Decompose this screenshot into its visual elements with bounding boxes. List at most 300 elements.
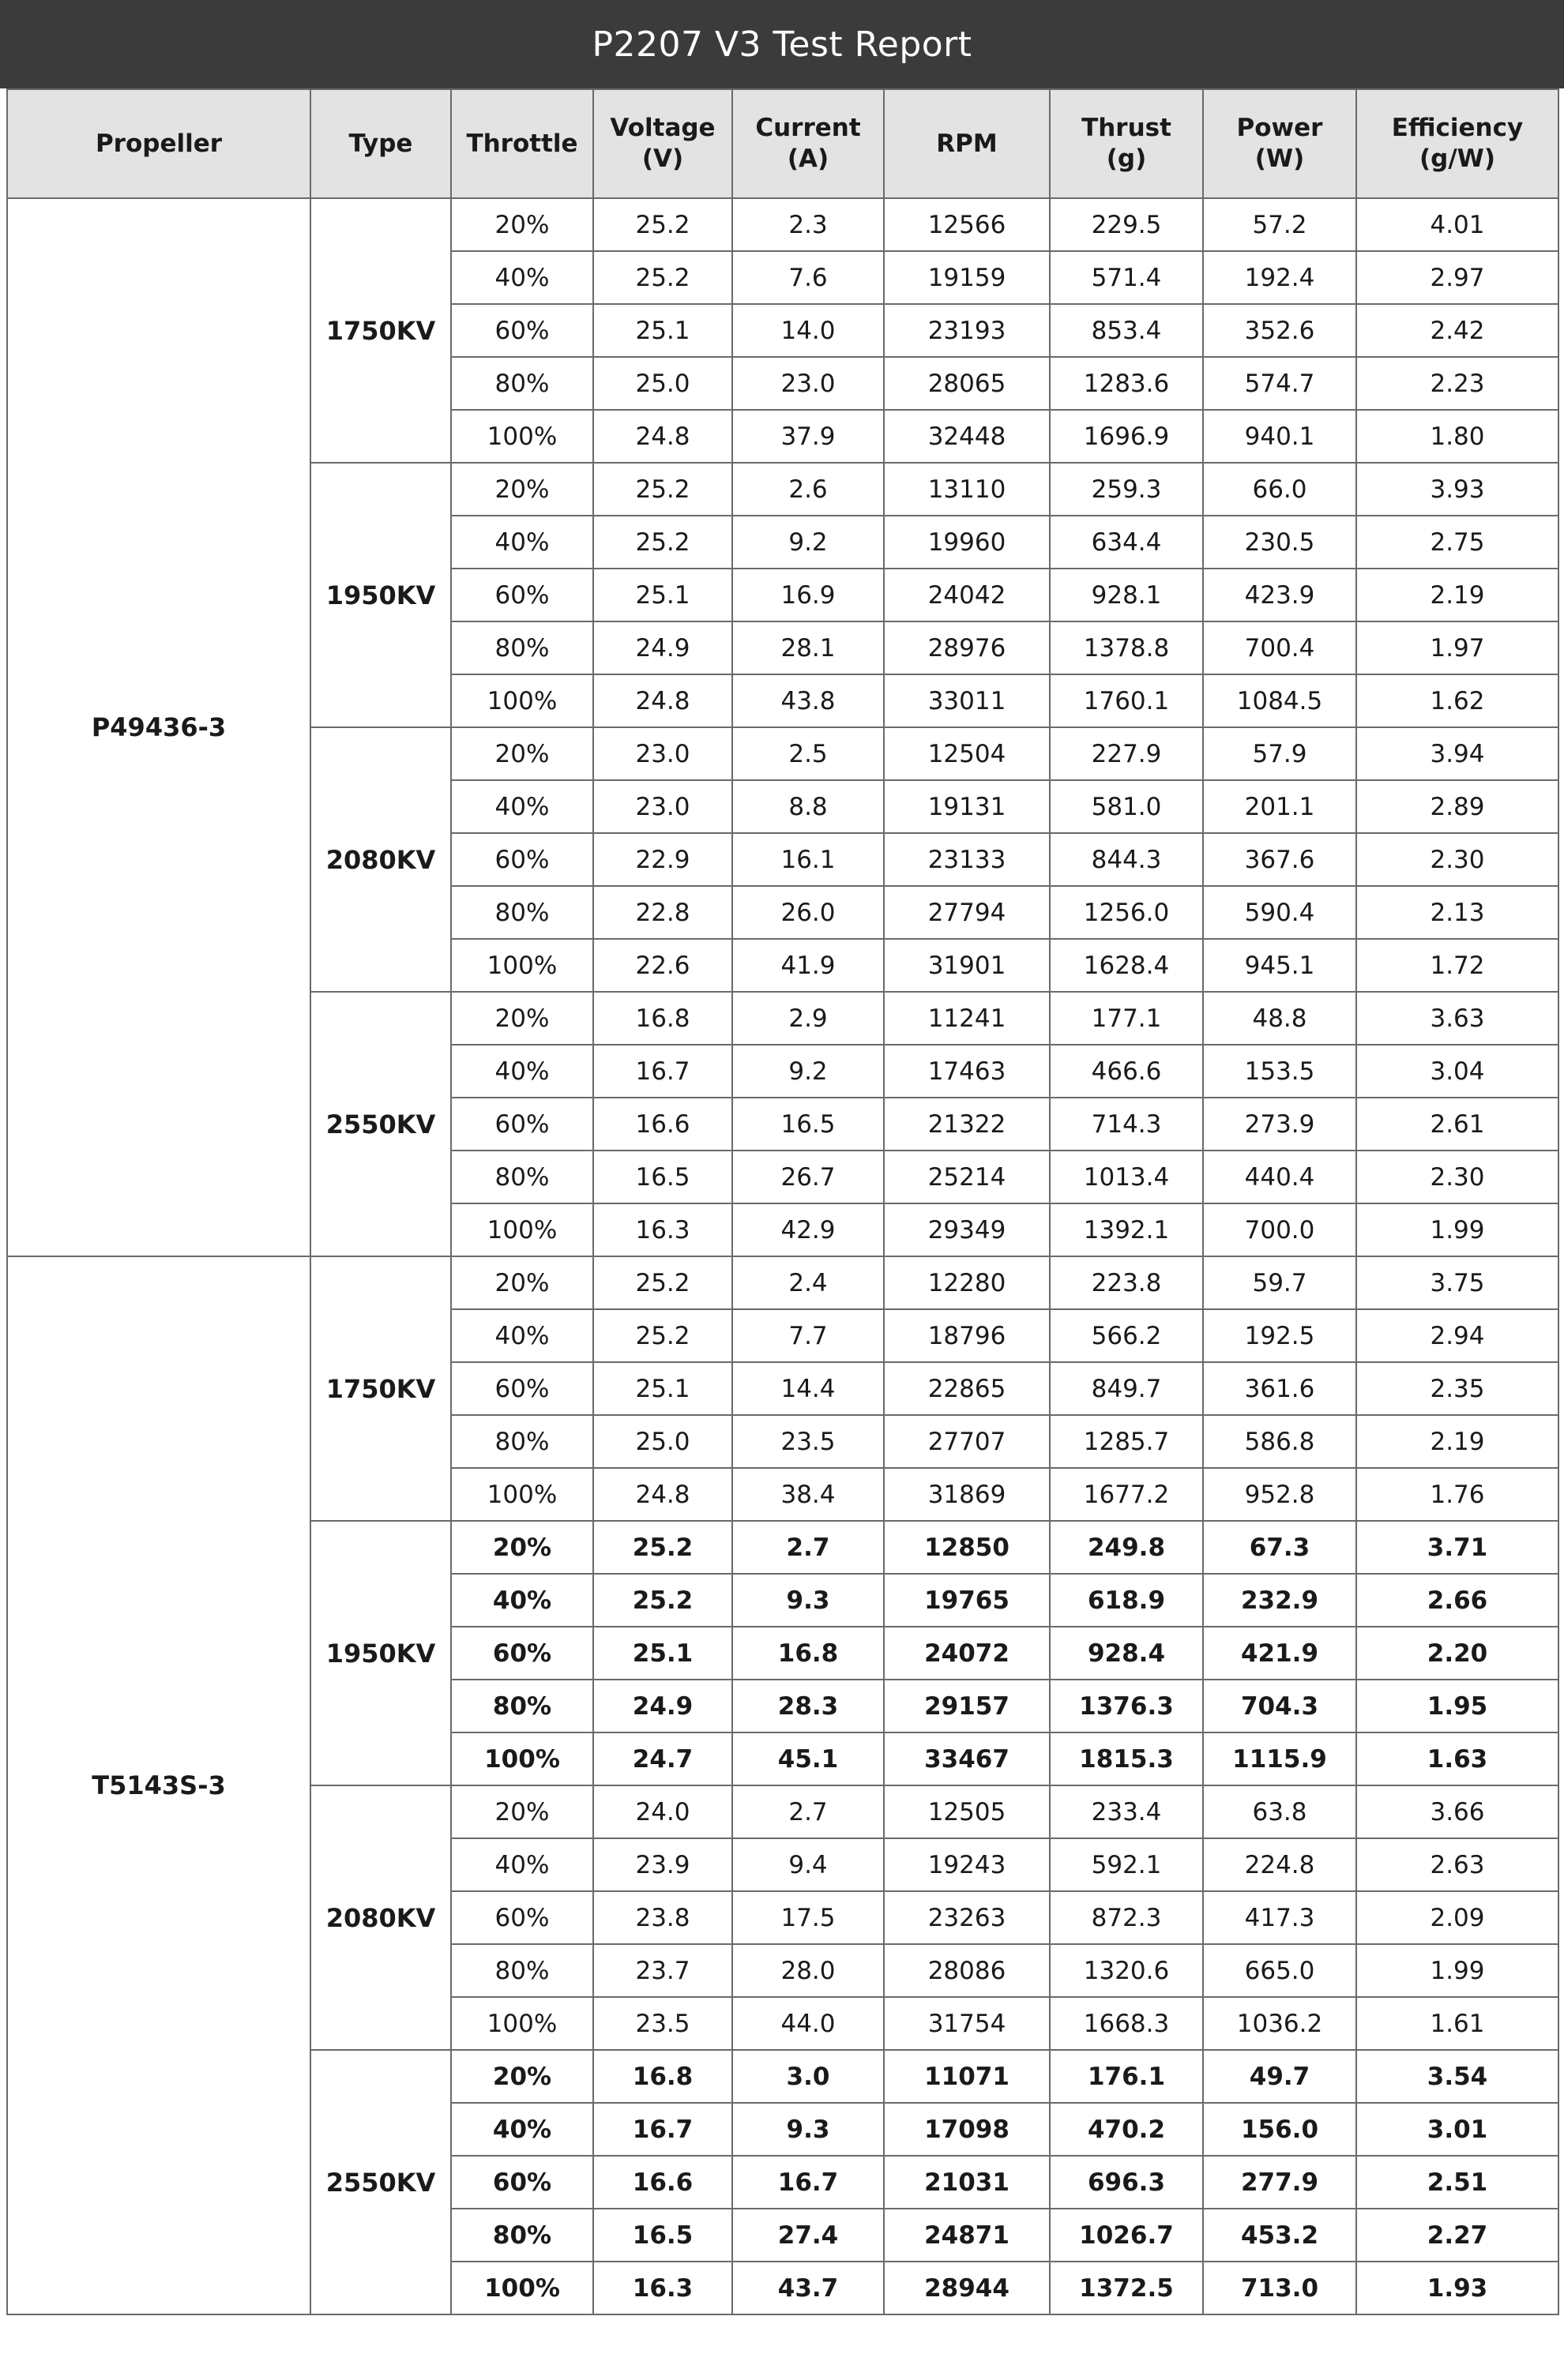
efficiency-cell: 2.42	[1356, 304, 1558, 357]
throttle-cell: 40%	[451, 780, 593, 833]
voltage-cell: 25.2	[593, 1309, 732, 1362]
power-cell: 700.0	[1203, 1203, 1356, 1256]
rpm-cell: 31901	[884, 939, 1050, 992]
power-cell: 421.9	[1203, 1627, 1356, 1680]
voltage-cell: 25.2	[593, 1521, 732, 1574]
throttle-cell: 40%	[451, 1309, 593, 1362]
current-cell: 37.9	[732, 410, 884, 463]
voltage-cell: 22.6	[593, 939, 732, 992]
power-cell: 224.8	[1203, 1838, 1356, 1891]
throttle-cell: 60%	[451, 1362, 593, 1415]
header-efficiency	[1356, 89, 1558, 198]
current-cell: 14.0	[732, 304, 884, 357]
voltage-cell: 25.2	[593, 463, 732, 516]
current-cell: 28.3	[732, 1680, 884, 1732]
throttle-cell: 100%	[451, 1732, 593, 1785]
thrust-cell: 1256.0	[1050, 886, 1203, 939]
efficiency-cell: 3.04	[1356, 1045, 1558, 1098]
throttle-cell: 20%	[451, 2050, 593, 2103]
rpm-cell: 32448	[884, 410, 1050, 463]
power-cell: 453.2	[1203, 2209, 1356, 2262]
rpm-cell: 23263	[884, 1891, 1050, 1944]
thrust-cell: 853.4	[1050, 304, 1203, 357]
voltage-cell: 16.6	[593, 2156, 732, 2209]
header-rpm-label: RPM	[936, 129, 998, 158]
power-cell: 440.4	[1203, 1151, 1356, 1203]
efficiency-cell: 2.19	[1356, 1415, 1558, 1468]
voltage-cell: 25.1	[593, 304, 732, 357]
thrust-cell: 1628.4	[1050, 939, 1203, 992]
header-thrust-label: Thrust	[1081, 114, 1171, 143]
rpm-cell: 17098	[884, 2103, 1050, 2156]
header-voltage-label: Voltage	[610, 114, 716, 143]
thrust-cell: 714.3	[1050, 1098, 1203, 1151]
current-cell: 3.0	[732, 2050, 884, 2103]
voltage-cell: 16.8	[593, 2050, 732, 2103]
voltage-cell: 22.9	[593, 833, 732, 886]
power-cell: 230.5	[1203, 516, 1356, 569]
efficiency-cell: 3.01	[1356, 2103, 1558, 2156]
voltage-cell: 25.2	[593, 516, 732, 569]
rpm-cell: 11071	[884, 2050, 1050, 2103]
power-cell: 57.2	[1203, 198, 1356, 251]
current-cell: 9.4	[732, 1838, 884, 1891]
power-cell: 417.3	[1203, 1891, 1356, 1944]
thrust-cell: 177.1	[1050, 992, 1203, 1045]
efficiency-cell: 2.09	[1356, 1891, 1558, 1944]
efficiency-cell: 2.30	[1356, 833, 1558, 886]
rpm-cell: 25214	[884, 1151, 1050, 1203]
motor-kv-cell: 2080KV	[310, 727, 451, 992]
rpm-cell: 12505	[884, 1785, 1050, 1838]
rpm-cell: 28944	[884, 2262, 1050, 2314]
power-cell: 201.1	[1203, 780, 1356, 833]
rpm-cell: 24072	[884, 1627, 1050, 1680]
power-cell: 945.1	[1203, 939, 1356, 992]
thrust-cell: 466.6	[1050, 1045, 1203, 1098]
efficiency-cell: 3.54	[1356, 2050, 1558, 2103]
rpm-cell: 13110	[884, 463, 1050, 516]
current-cell: 44.0	[732, 1997, 884, 2050]
voltage-cell: 22.8	[593, 886, 732, 939]
header-rpm	[884, 89, 1050, 198]
power-cell: 1115.9	[1203, 1732, 1356, 1785]
current-cell: 2.7	[732, 1785, 884, 1838]
motor-kv-cell: 1750KV	[310, 1256, 451, 1521]
thrust-cell: 223.8	[1050, 1256, 1203, 1309]
power-cell: 367.6	[1203, 833, 1356, 886]
current-cell: 2.3	[732, 198, 884, 251]
voltage-cell: 25.1	[593, 1362, 732, 1415]
header-voltage-unit: (V)	[641, 145, 684, 173]
throttle-cell: 80%	[451, 357, 593, 410]
throttle-cell: 20%	[451, 992, 593, 1045]
efficiency-cell: 1.93	[1356, 2262, 1558, 2314]
current-cell: 43.7	[732, 2262, 884, 2314]
power-cell: 153.5	[1203, 1045, 1356, 1098]
current-cell: 8.8	[732, 780, 884, 833]
thrust-cell: 1285.7	[1050, 1415, 1203, 1468]
current-cell: 45.1	[732, 1732, 884, 1785]
voltage-cell: 25.1	[593, 569, 732, 621]
table-row	[7, 1256, 1558, 1309]
power-cell: 423.9	[1203, 569, 1356, 621]
table-header-row	[7, 89, 1558, 198]
thrust-cell: 1760.1	[1050, 674, 1203, 727]
voltage-cell: 16.5	[593, 2209, 732, 2262]
power-cell: 156.0	[1203, 2103, 1356, 2156]
rpm-cell: 31869	[884, 1468, 1050, 1521]
efficiency-cell: 1.97	[1356, 621, 1558, 674]
power-cell: 277.9	[1203, 2156, 1356, 2209]
rpm-cell: 27794	[884, 886, 1050, 939]
rpm-cell: 12504	[884, 727, 1050, 780]
current-cell: 2.7	[732, 1521, 884, 1574]
rpm-cell: 19765	[884, 1574, 1050, 1627]
efficiency-cell: 4.01	[1356, 198, 1558, 251]
efficiency-cell: 3.66	[1356, 1785, 1558, 1838]
thrust-cell: 1668.3	[1050, 1997, 1203, 2050]
current-cell: 43.8	[732, 674, 884, 727]
throttle-cell: 20%	[451, 1785, 593, 1838]
throttle-cell: 60%	[451, 1098, 593, 1151]
efficiency-cell: 2.20	[1356, 1627, 1558, 1680]
power-cell: 1036.2	[1203, 1997, 1356, 2050]
propeller-name-cell: T5143S-3	[7, 1256, 310, 2314]
thrust-cell: 566.2	[1050, 1309, 1203, 1362]
test-results-table	[6, 88, 1559, 2315]
current-cell: 26.7	[732, 1151, 884, 1203]
current-cell: 38.4	[732, 1468, 884, 1521]
throttle-cell: 20%	[451, 727, 593, 780]
throttle-cell: 40%	[451, 2103, 593, 2156]
thrust-cell: 1026.7	[1050, 2209, 1203, 2262]
thrust-cell: 1320.6	[1050, 1944, 1203, 1997]
voltage-cell: 24.0	[593, 1785, 732, 1838]
thrust-cell: 1815.3	[1050, 1732, 1203, 1785]
header-power-label: Power	[1236, 114, 1323, 143]
rpm-cell: 23133	[884, 833, 1050, 886]
throttle-cell: 20%	[451, 463, 593, 516]
throttle-cell: 100%	[451, 1468, 593, 1521]
rpm-cell: 23193	[884, 304, 1050, 357]
thrust-cell: 176.1	[1050, 2050, 1203, 2103]
thrust-cell: 233.4	[1050, 1785, 1203, 1838]
rpm-cell: 19131	[884, 780, 1050, 833]
power-cell: 63.8	[1203, 1785, 1356, 1838]
voltage-cell: 25.2	[593, 1256, 732, 1309]
throttle-cell: 80%	[451, 886, 593, 939]
efficiency-cell: 2.51	[1356, 2156, 1558, 2209]
current-cell: 2.4	[732, 1256, 884, 1309]
current-cell: 28.0	[732, 1944, 884, 1997]
voltage-cell: 16.5	[593, 1151, 732, 1203]
efficiency-cell: 2.66	[1356, 1574, 1558, 1627]
rpm-cell: 22865	[884, 1362, 1050, 1415]
power-cell: 232.9	[1203, 1574, 1356, 1627]
thrust-cell: 227.9	[1050, 727, 1203, 780]
table-row	[7, 198, 1558, 251]
efficiency-cell: 1.99	[1356, 1944, 1558, 1997]
efficiency-cell: 2.13	[1356, 886, 1558, 939]
current-cell: 28.1	[732, 621, 884, 674]
voltage-cell: 23.7	[593, 1944, 732, 1997]
voltage-cell: 25.2	[593, 251, 732, 304]
efficiency-cell: 2.94	[1356, 1309, 1558, 1362]
rpm-cell: 31754	[884, 1997, 1050, 2050]
power-cell: 665.0	[1203, 1944, 1356, 1997]
throttle-cell: 40%	[451, 1045, 593, 1098]
efficiency-cell: 2.23	[1356, 357, 1558, 410]
header-current-label: Current	[755, 114, 861, 143]
throttle-cell: 20%	[451, 198, 593, 251]
current-cell: 17.5	[732, 1891, 884, 1944]
current-cell: 27.4	[732, 2209, 884, 2262]
voltage-cell: 16.3	[593, 2262, 732, 2314]
throttle-cell: 20%	[451, 1521, 593, 1574]
header-throttle	[451, 89, 593, 198]
current-cell: 16.8	[732, 1627, 884, 1680]
header-power-unit: (W)	[1254, 145, 1305, 173]
throttle-cell: 80%	[451, 1944, 593, 1997]
current-cell: 26.0	[732, 886, 884, 939]
power-cell: 352.6	[1203, 304, 1356, 357]
thrust-cell: 592.1	[1050, 1838, 1203, 1891]
motor-kv-cell: 1950KV	[310, 1521, 451, 1785]
efficiency-cell: 2.35	[1356, 1362, 1558, 1415]
power-cell: 952.8	[1203, 1468, 1356, 1521]
rpm-cell: 12280	[884, 1256, 1050, 1309]
thrust-cell: 249.8	[1050, 1521, 1203, 1574]
efficiency-cell: 1.63	[1356, 1732, 1558, 1785]
thrust-cell: 1283.6	[1050, 357, 1203, 410]
table-body	[7, 198, 1558, 2314]
efficiency-cell: 2.19	[1356, 569, 1558, 621]
current-cell: 2.5	[732, 727, 884, 780]
rpm-cell: 24042	[884, 569, 1050, 621]
throttle-cell: 80%	[451, 1151, 593, 1203]
report-title: P2207 V3 Test Report	[592, 24, 972, 65]
header-current	[732, 89, 884, 198]
efficiency-cell: 3.71	[1356, 1521, 1558, 1574]
header-efficiency-unit: (g/W)	[1419, 145, 1496, 173]
thrust-cell: 1378.8	[1050, 621, 1203, 674]
rpm-cell: 17463	[884, 1045, 1050, 1098]
voltage-cell: 16.3	[593, 1203, 732, 1256]
current-cell: 42.9	[732, 1203, 884, 1256]
throttle-cell: 100%	[451, 939, 593, 992]
thrust-cell: 1376.3	[1050, 1680, 1203, 1732]
rpm-cell: 19243	[884, 1838, 1050, 1891]
thrust-cell: 470.2	[1050, 2103, 1203, 2156]
efficiency-cell: 2.30	[1356, 1151, 1558, 1203]
efficiency-cell: 2.27	[1356, 2209, 1558, 2262]
power-cell: 574.7	[1203, 357, 1356, 410]
thrust-cell: 872.3	[1050, 1891, 1203, 1944]
voltage-cell: 24.8	[593, 1468, 732, 1521]
power-cell: 586.8	[1203, 1415, 1356, 1468]
rpm-cell: 29349	[884, 1203, 1050, 1256]
motor-kv-cell: 2550KV	[310, 992, 451, 1256]
thrust-cell: 844.3	[1050, 833, 1203, 886]
efficiency-cell: 1.76	[1356, 1468, 1558, 1521]
throttle-cell: 60%	[451, 1627, 593, 1680]
thrust-cell: 1392.1	[1050, 1203, 1203, 1256]
efficiency-cell: 2.97	[1356, 251, 1558, 304]
voltage-cell: 23.8	[593, 1891, 732, 1944]
rpm-cell: 28976	[884, 621, 1050, 674]
voltage-cell: 24.9	[593, 1680, 732, 1732]
current-cell: 2.6	[732, 463, 884, 516]
throttle-cell: 60%	[451, 1891, 593, 1944]
current-cell: 16.5	[732, 1098, 884, 1151]
throttle-cell: 60%	[451, 304, 593, 357]
motor-kv-cell: 2550KV	[310, 2050, 451, 2314]
throttle-cell: 40%	[451, 1574, 593, 1627]
power-cell: 713.0	[1203, 2262, 1356, 2314]
voltage-cell: 25.0	[593, 1415, 732, 1468]
thrust-cell: 1696.9	[1050, 410, 1203, 463]
throttle-cell: 60%	[451, 833, 593, 886]
rpm-cell: 19960	[884, 516, 1050, 569]
efficiency-cell: 1.80	[1356, 410, 1558, 463]
thrust-cell: 696.3	[1050, 2156, 1203, 2209]
power-cell: 704.3	[1203, 1680, 1356, 1732]
rpm-cell: 27707	[884, 1415, 1050, 1468]
efficiency-cell: 2.63	[1356, 1838, 1558, 1891]
current-cell: 41.9	[732, 939, 884, 992]
current-cell: 23.5	[732, 1415, 884, 1468]
efficiency-cell: 3.94	[1356, 727, 1558, 780]
voltage-cell: 23.0	[593, 727, 732, 780]
current-cell: 9.3	[732, 1574, 884, 1627]
throttle-cell: 100%	[451, 1203, 593, 1256]
thrust-cell: 928.1	[1050, 569, 1203, 621]
motor-kv-cell: 1750KV	[310, 198, 451, 463]
throttle-cell: 60%	[451, 569, 593, 621]
header-propeller-label: Propeller	[95, 129, 223, 158]
throttle-cell: 80%	[451, 1415, 593, 1468]
rpm-cell: 28086	[884, 1944, 1050, 1997]
current-cell: 16.7	[732, 2156, 884, 2209]
thrust-cell: 618.9	[1050, 1574, 1203, 1627]
power-cell: 940.1	[1203, 410, 1356, 463]
header-current-unit: (A)	[787, 145, 829, 173]
efficiency-cell: 3.63	[1356, 992, 1558, 1045]
thrust-cell: 1677.2	[1050, 1468, 1203, 1521]
throttle-cell: 40%	[451, 516, 593, 569]
efficiency-cell: 2.89	[1356, 780, 1558, 833]
header-type-label: Type	[348, 129, 413, 158]
efficiency-cell: 2.75	[1356, 516, 1558, 569]
efficiency-cell: 3.75	[1356, 1256, 1558, 1309]
rpm-cell: 21031	[884, 2156, 1050, 2209]
current-cell: 16.9	[732, 569, 884, 621]
power-cell: 1084.5	[1203, 674, 1356, 727]
rpm-cell: 29157	[884, 1680, 1050, 1732]
thrust-cell: 229.5	[1050, 198, 1203, 251]
header-type	[310, 89, 451, 198]
propeller-name-cell: P49436-3	[7, 198, 310, 1256]
current-cell: 23.0	[732, 357, 884, 410]
thrust-cell: 849.7	[1050, 1362, 1203, 1415]
current-cell: 16.1	[732, 833, 884, 886]
throttle-cell: 80%	[451, 621, 593, 674]
power-cell: 59.7	[1203, 1256, 1356, 1309]
power-cell: 361.6	[1203, 1362, 1356, 1415]
efficiency-cell: 2.61	[1356, 1098, 1558, 1151]
throttle-cell: 100%	[451, 2262, 593, 2314]
throttle-cell: 80%	[451, 1680, 593, 1732]
rpm-cell: 33011	[884, 674, 1050, 727]
power-cell: 700.4	[1203, 621, 1356, 674]
thrust-cell: 634.4	[1050, 516, 1203, 569]
current-cell: 9.3	[732, 2103, 884, 2156]
rpm-cell: 11241	[884, 992, 1050, 1045]
throttle-cell: 40%	[451, 251, 593, 304]
throttle-cell: 100%	[451, 410, 593, 463]
rpm-cell: 33467	[884, 1732, 1050, 1785]
thrust-cell: 581.0	[1050, 780, 1203, 833]
thrust-cell: 571.4	[1050, 251, 1203, 304]
rpm-cell: 12566	[884, 198, 1050, 251]
efficiency-cell: 1.95	[1356, 1680, 1558, 1732]
efficiency-cell: 1.72	[1356, 939, 1558, 992]
power-cell: 192.5	[1203, 1309, 1356, 1362]
efficiency-cell: 1.62	[1356, 674, 1558, 727]
rpm-cell: 19159	[884, 251, 1050, 304]
power-cell: 590.4	[1203, 886, 1356, 939]
current-cell: 2.9	[732, 992, 884, 1045]
thrust-cell: 259.3	[1050, 463, 1203, 516]
voltage-cell: 25.1	[593, 1627, 732, 1680]
rpm-cell: 28065	[884, 357, 1050, 410]
power-cell: 49.7	[1203, 2050, 1356, 2103]
header-efficiency-label: Efficiency	[1391, 114, 1524, 143]
current-cell: 7.7	[732, 1309, 884, 1362]
header-throttle-label: Throttle	[466, 129, 578, 158]
power-cell: 273.9	[1203, 1098, 1356, 1151]
rpm-cell: 12850	[884, 1521, 1050, 1574]
voltage-cell: 23.0	[593, 780, 732, 833]
power-cell: 48.8	[1203, 992, 1356, 1045]
power-cell: 57.9	[1203, 727, 1356, 780]
efficiency-cell: 1.99	[1356, 1203, 1558, 1256]
header-voltage	[593, 89, 732, 198]
throttle-cell: 100%	[451, 1997, 593, 2050]
header-propeller	[7, 89, 310, 198]
power-cell: 66.0	[1203, 463, 1356, 516]
voltage-cell: 24.8	[593, 410, 732, 463]
header-power	[1203, 89, 1356, 198]
header-thrust-unit: (g)	[1106, 145, 1147, 173]
voltage-cell: 25.2	[593, 1574, 732, 1627]
voltage-cell: 25.2	[593, 198, 732, 251]
current-cell: 9.2	[732, 516, 884, 569]
thrust-cell: 1013.4	[1050, 1151, 1203, 1203]
throttle-cell: 20%	[451, 1256, 593, 1309]
throttle-cell: 100%	[451, 674, 593, 727]
motor-kv-cell: 1950KV	[310, 463, 451, 727]
power-cell: 67.3	[1203, 1521, 1356, 1574]
current-cell: 14.4	[732, 1362, 884, 1415]
rpm-cell: 21322	[884, 1098, 1050, 1151]
voltage-cell: 25.0	[593, 357, 732, 410]
power-cell: 192.4	[1203, 251, 1356, 304]
voltage-cell: 16.6	[593, 1098, 732, 1151]
voltage-cell: 23.9	[593, 1838, 732, 1891]
header-thrust	[1050, 89, 1203, 198]
